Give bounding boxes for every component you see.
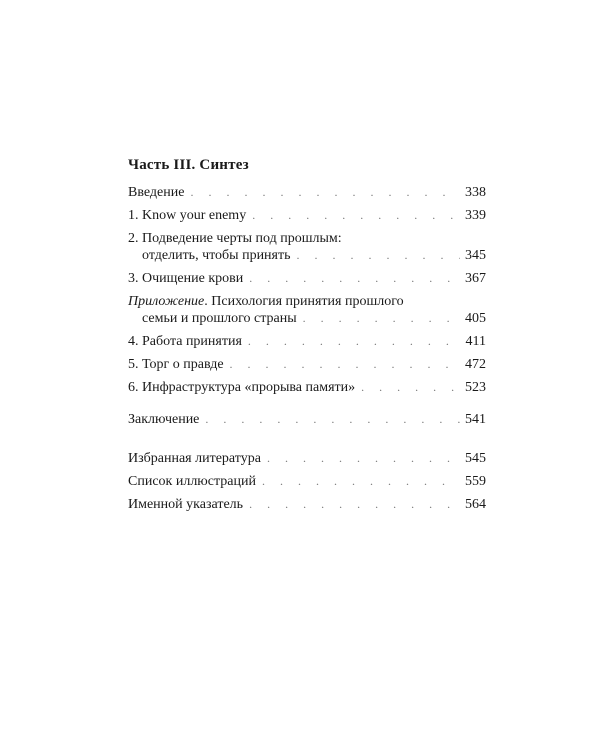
toc-entry-page: 345 bbox=[465, 248, 486, 263]
toc-entry-chapter-5[interactable] bbox=[128, 356, 486, 373]
toc-entry-page: 564 bbox=[465, 497, 486, 512]
table-of-contents bbox=[128, 157, 486, 519]
toc-entry-chapter-2[interactable] bbox=[128, 230, 486, 264]
toc-entry-bibliography[interactable] bbox=[128, 450, 486, 467]
toc-entry-label-line1: 2. Подведение черты под прошлым: bbox=[128, 231, 342, 246]
appendix-label-rest: . Психология принятия прошлого bbox=[204, 294, 404, 309]
toc-entry-page: 545 bbox=[465, 451, 486, 466]
toc-entry-chapter-3[interactable] bbox=[128, 270, 486, 287]
toc-entry-chapter-6[interactable] bbox=[128, 379, 486, 396]
toc-entry-illustrations[interactable] bbox=[128, 473, 486, 490]
dot-leader bbox=[297, 247, 461, 264]
toc-entry-label: 1. Know your enemy bbox=[128, 208, 247, 223]
toc-entry-page: 339 bbox=[465, 208, 486, 223]
toc-entry-page: 338 bbox=[465, 185, 486, 200]
toc-entry-label: 4. Работа принятия bbox=[128, 334, 242, 349]
toc-entry-name-index[interactable] bbox=[128, 496, 486, 513]
dot-leader bbox=[230, 356, 460, 373]
dot-leader bbox=[262, 473, 460, 490]
toc-entry-label-line1 bbox=[128, 293, 486, 310]
toc-entry-chapter-4[interactable] bbox=[128, 333, 486, 350]
toc-entry-label: 6. Инфраструктура «прорыва памяти» bbox=[128, 380, 356, 395]
dot-leader bbox=[252, 207, 460, 224]
spacer bbox=[128, 402, 486, 411]
toc-entry-page: 367 bbox=[465, 271, 486, 286]
toc-entry-page: 472 bbox=[465, 357, 486, 372]
toc-entry-label: Список иллюстраций bbox=[128, 474, 256, 489]
toc-entry-label: Избранная литература bbox=[128, 451, 261, 466]
toc-entry-page: 541 bbox=[465, 412, 486, 427]
toc-entry-page: 559 bbox=[465, 474, 486, 489]
toc-entry-label: Заключение bbox=[128, 412, 200, 427]
dot-leader bbox=[361, 379, 460, 396]
dot-leader bbox=[267, 450, 460, 467]
dot-leader bbox=[249, 270, 460, 287]
dot-leader bbox=[205, 411, 460, 428]
toc-entry-page: 523 bbox=[465, 380, 486, 395]
toc-entry-page: 411 bbox=[465, 334, 486, 349]
toc-entry-label: Именной указатель bbox=[128, 497, 244, 512]
dot-leader bbox=[190, 184, 460, 201]
dot-leader bbox=[248, 333, 460, 350]
section-title: Часть III. Синтез bbox=[128, 157, 249, 173]
spacer bbox=[128, 434, 486, 450]
toc-entry-label: Введение bbox=[128, 185, 185, 200]
toc-entry-introduction[interactable] bbox=[128, 184, 486, 201]
appendix-italic-label: Приложение bbox=[128, 294, 205, 309]
toc-entry-chapter-1[interactable] bbox=[128, 207, 486, 224]
toc-entry-page: 405 bbox=[465, 311, 486, 326]
toc-entry-label-line2: семьи и прошлого страны bbox=[142, 311, 297, 326]
toc-entry-conclusion[interactable] bbox=[128, 411, 486, 428]
toc-entry-label: 3. Очищение крови bbox=[128, 271, 244, 286]
toc-entry-appendix[interactable] bbox=[128, 293, 486, 327]
toc-entry-label: 5. Торг о правде bbox=[128, 357, 224, 372]
dot-leader bbox=[249, 496, 460, 513]
dot-leader bbox=[303, 310, 460, 327]
toc-entry-label-line2: отделить, чтобы принять bbox=[142, 248, 291, 263]
